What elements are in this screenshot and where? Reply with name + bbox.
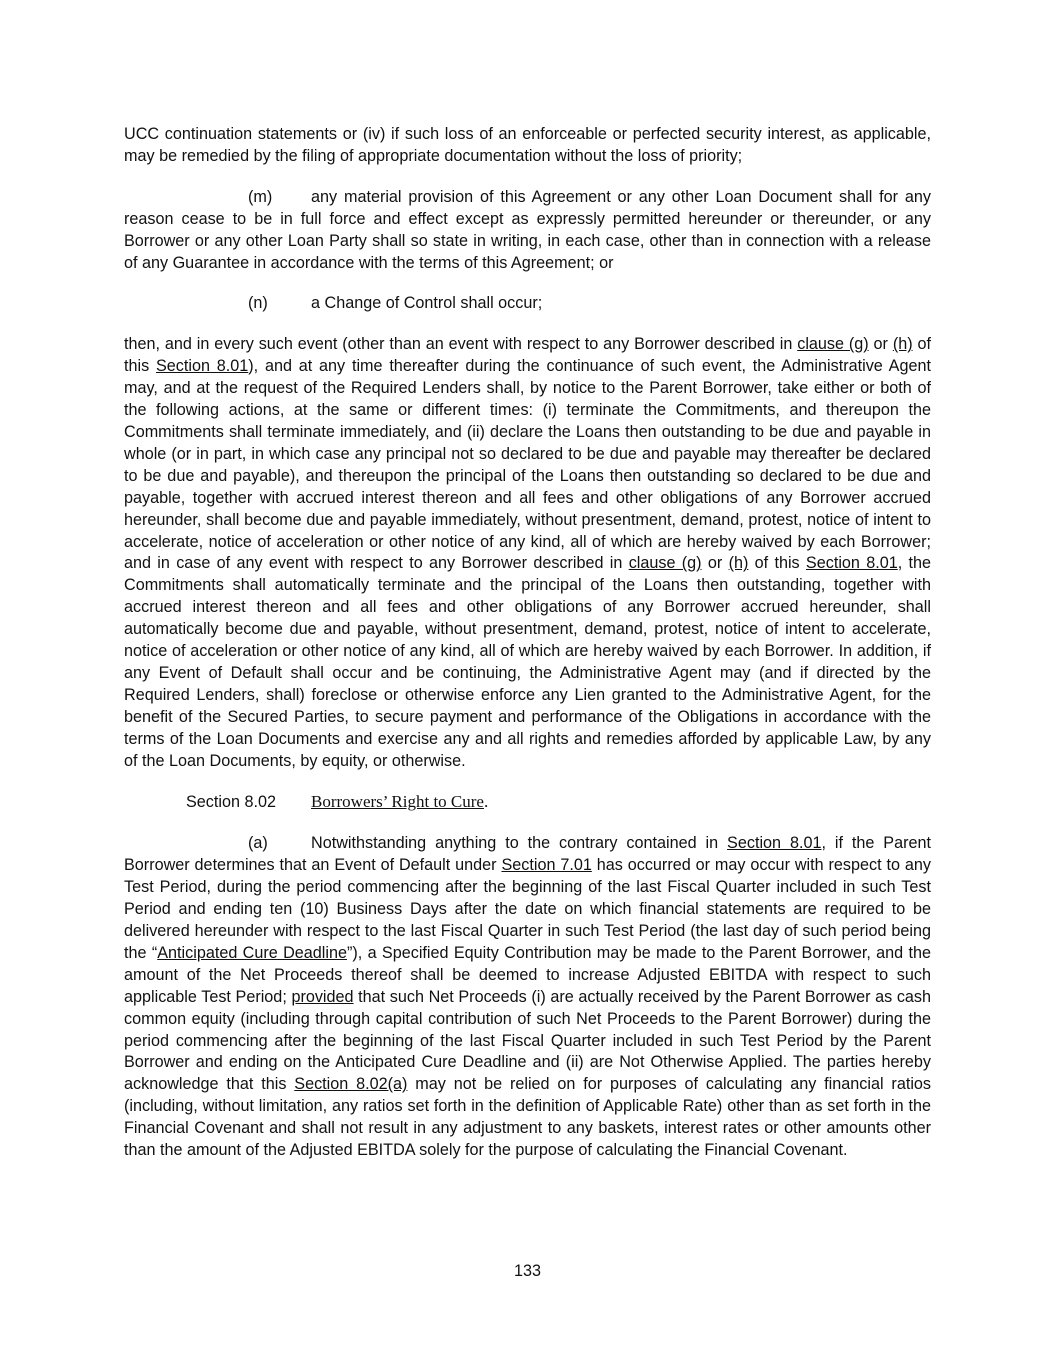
text-run: has occurred or may occur with respect to any Test Period, during the period commencing after the beginning of the last Fiscal Quarter included in such Test Period and ending ten (10) Business Days after the date on which financial statements are required to be delivered hereunder with respect to the last Fiscal Quarter in such Test Period (the last day of such period being the “: [124, 856, 931, 962]
text-run: ”), a Specified Equity Contribution may be made to the Parent Borrower, and the amount of the Net Proceeds thereof shall be deemed to increase Adjusted EBITDA with respect to such applicable Test Period;: [124, 943, 931, 1006]
paragraph-continuation: [124, 124, 931, 168]
text-run: may not be relied on for purposes of calculating any financial ratios (including, without limitation, any ratios set forth in the definition of Applicable Rate) other than as set forth in the Financial Covenant and shall not result in any adjustment to any baskets, interest rates or other amounts other than the amount of the Adjusted EBITDA solely for the purpose of calculating the Financial Covenant.: [124, 1075, 932, 1160]
text-run: that such Net Proceeds (i) are actually received by the Parent Borrower as cash common equity (including through capital contribution of such Net Proceeds to the Parent Borrower) during the period commencing after the beginning of the last Fiscal Quarter included in such Test Period by the Parent Borrower and ending on the Anticipated Cure Deadline and (ii) are Not Otherwise Applied. The parties hereby acknowledge that this: [124, 987, 932, 1094]
section-heading: [186, 791, 931, 814]
cross-reference: Section 8.02(a): [294, 1075, 408, 1094]
paragraph-remedies: [124, 334, 931, 772]
clause-text: any material provision of this Agreement or any other Loan Document shall for any reason cease to be in full force and effect except as expressly permitted hereunder or thereunder, or any Borrower or any other Loan Party shall so state in writing, in each case, other than in connection with a release of any Guarantee in accordance with the terms of this Agreement; or: [124, 187, 931, 272]
cross-reference: Section 8.01: [727, 834, 822, 853]
section-number: Section 8.02: [186, 793, 276, 812]
cross-reference: Section 8.01: [155, 357, 249, 376]
page-number: 133: [513, 1262, 541, 1280]
text-run: or: [868, 335, 893, 354]
cross-reference: Section 8.01: [805, 554, 898, 573]
cross-reference: (h): [892, 335, 913, 354]
cross-reference: Section 7.01: [501, 856, 592, 875]
clause-a: [124, 833, 931, 1162]
cross-reference: clause (g): [628, 554, 702, 573]
section-title-period: .: [483, 792, 489, 812]
document-page: [124, 124, 931, 1181]
clause-m: [124, 187, 931, 275]
cross-reference: clause (g): [797, 335, 869, 354]
clause-label: (n): [248, 294, 268, 313]
text-run: ), and at any time thereafter during the continuance of such event, the Administrative Agent may, and at the request of the Required Lenders shall, by notice to the Parent Borrower, take either or both of the following actions, at the same or different times: (i) terminate the Commitments, and thereupon the Commitments shall terminate immediately, and (ii) declare the Loans then outstanding to be due and payable in whole (or in part, in which case any principal not so declared to be due and payable may thereafter be declared to be due and payable), and thereupon the principal of the Loans then outstanding so declared to be due and payable, together with accrued interest thereon and all fees and other obligations of any Borrower accrued hereunder, shall become due and payable immediately, without presentment, demand, protest, notice of intent to accelerate, notice of acceleration or other notice of any kind, all of which are hereby waived by each Borrower; and in case of any event with respect to any Borrower described in: [124, 357, 931, 573]
text-run: Notwithstanding anything to the contrary contained in: [311, 834, 728, 853]
text-run: or: [701, 554, 729, 573]
text-run: then, and in every such event (other than an event with respect to any Borrower described in: [124, 335, 798, 354]
cross-reference: (h): [728, 554, 749, 573]
paragraph-text: UCC continuation statements or (iv) if such loss of an enforceable or perfected security interest, as applicable, may be remedied by the filing of appropriate documentation without the loss of priority;: [124, 125, 931, 165]
text-run: of this: [748, 554, 806, 573]
clause-label: (m): [248, 187, 273, 206]
clause-n: [124, 293, 931, 315]
defined-term: Anticipated Cure Deadline: [157, 943, 347, 962]
clause-text: a Change of Control shall occur;: [311, 294, 543, 313]
text-run: of this: [124, 335, 932, 376]
text-run: , if the Parent Borrower determines that an Event of Default under: [124, 834, 931, 875]
text-run: , the Commitments shall automatically terminate and the principal of the Loans then outstanding, together with accrued interest thereon and all fees and other obligations of any Borrower accrued hereunder, shall automatically become due and payable, without presentment, demand, protest, notice of intent to accelerate, notice of acceleration or other notice of any kind, all of which are hereby waived by each Borrower. In addition, if any Event of Default shall occur and be continuing, the Administrative Agent may (and if directed by the Required Lenders, shall) foreclose or otherwise enforce any Lien granted to the Administrative Agent, for the benefit of the Secured Parties, to secure payment and performance of the Obligations in accordance with the terms of the Loan Documents and exercise any and all rights and remedies afforded by applicable Law, by any of the Loan Documents, by equity, or otherwise.: [124, 554, 932, 770]
section-title: Borrowers’ Right to Cure: [311, 792, 484, 812]
proviso-term: provided: [291, 987, 354, 1006]
clause-label: (a): [248, 834, 268, 853]
